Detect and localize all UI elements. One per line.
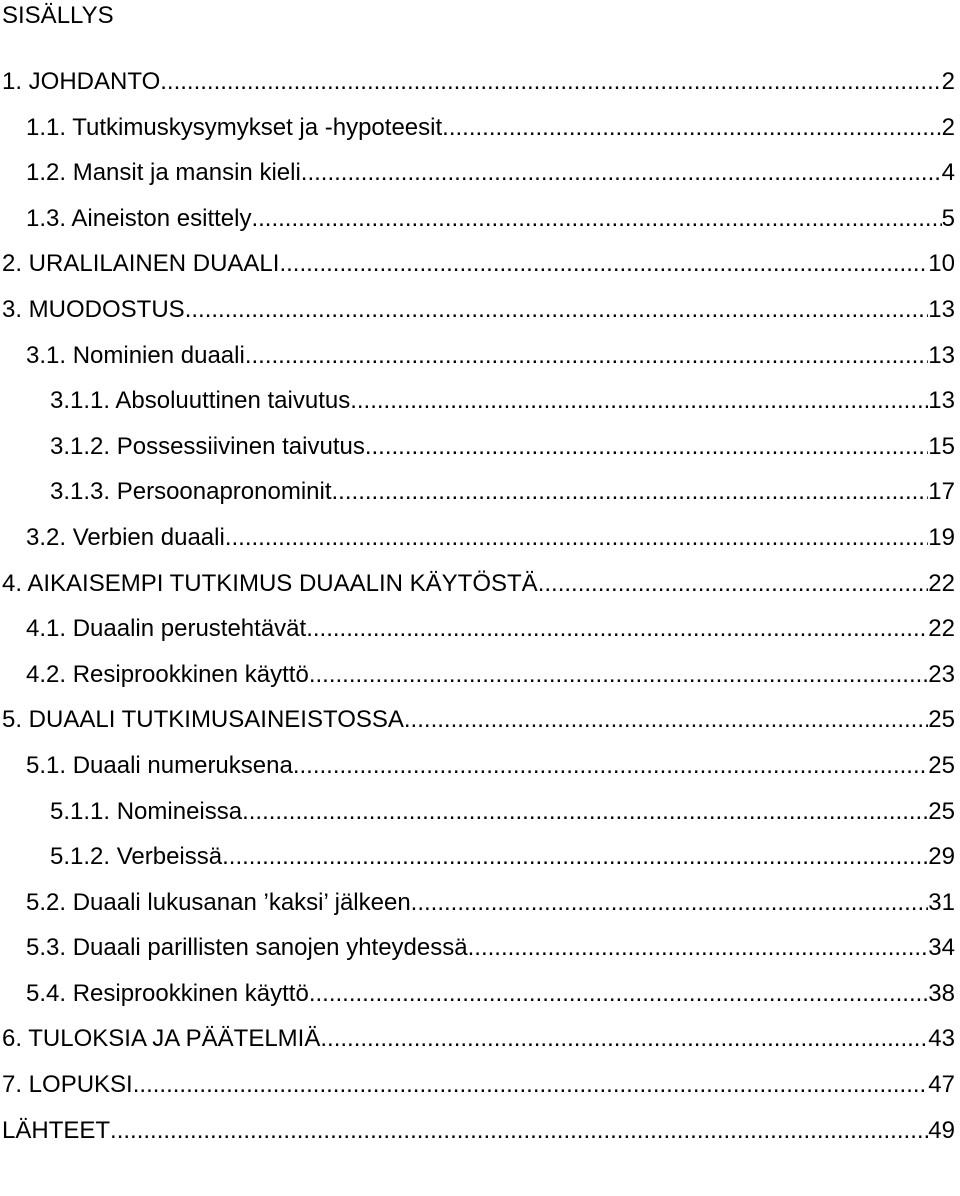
toc-dot-leader <box>222 837 928 877</box>
toc-entry-label: 5. DUAALI TUTKIMUSAINEISTOSSA <box>2 706 404 734</box>
toc-entry-label: 5.1. Duaali numeruksena <box>26 751 293 779</box>
toc-dot-leader <box>309 974 928 1014</box>
toc-list <box>0 62 960 1156</box>
toc-dot-leader <box>185 290 929 330</box>
toc-dot-leader <box>279 244 928 284</box>
toc-entry-page-number: 25 <box>928 797 955 825</box>
toc-entry-page-number: 22 <box>928 569 955 597</box>
toc-entry[interactable] <box>0 199 960 245</box>
toc-dot-leader <box>301 153 942 193</box>
toc-entry[interactable] <box>0 609 960 655</box>
toc-entry-page-number: 13 <box>928 295 955 323</box>
toc-entry-label: 4.1. Duaalin perustehtävät <box>26 615 307 643</box>
toc-entry[interactable] <box>0 336 960 382</box>
toc-entry[interactable] <box>0 244 960 290</box>
toc-entry-page-number: 49 <box>928 1116 955 1144</box>
toc-dot-leader <box>404 700 928 740</box>
toc-entry-page-number: 38 <box>928 979 955 1007</box>
toc-dot-leader <box>332 472 929 512</box>
toc-entry-page-number: 22 <box>928 615 955 643</box>
toc-dot-leader <box>245 336 928 376</box>
toc-entry[interactable] <box>0 974 960 1020</box>
toc-entry-page-number: 19 <box>928 523 955 551</box>
toc-entry-page-number: 23 <box>928 660 955 688</box>
toc-dot-leader <box>468 928 929 968</box>
toc-dot-leader <box>306 609 928 649</box>
toc-entry-page-number: 4 <box>941 159 955 187</box>
toc-dot-leader <box>309 655 928 695</box>
toc-entry[interactable] <box>0 928 960 974</box>
toc-entry-page-number: 10 <box>928 250 955 278</box>
toc-entry-label: 4.2. Resiprookkinen käyttö <box>26 660 309 688</box>
toc-dot-leader <box>350 381 928 421</box>
toc-entry-label: 5.1.2. Verbeissä <box>50 843 223 871</box>
toc-entry[interactable] <box>0 1019 960 1065</box>
toc-entry-label: 6. TULOKSIA JA PÄÄTELMIÄ <box>2 1025 321 1053</box>
toc-entry-label: 5.1.1. Nomineissa <box>50 797 243 825</box>
toc-dot-leader <box>293 746 928 786</box>
toc-entry[interactable] <box>0 837 960 883</box>
toc-entry[interactable] <box>0 746 960 792</box>
toc-entry-page-number: 2 <box>941 113 955 141</box>
toc-entry-label: 3.1.1. Absoluuttinen taivutus <box>50 387 351 415</box>
toc-entry[interactable] <box>0 290 960 336</box>
toc-entry-label: 7. LOPUKSI <box>2 1071 133 1099</box>
toc-entry-label: 1.3. Aineiston esittely <box>26 204 252 232</box>
toc-entry-label: 5.3. Duaali parillisten sanojen yhteydessä <box>26 934 468 962</box>
toc-entry[interactable] <box>0 472 960 518</box>
toc-entry-page-number: 25 <box>928 706 955 734</box>
toc-entry-label: 1.2. Mansit ja mansin kieli <box>26 159 301 187</box>
toc-entry[interactable] <box>0 153 960 199</box>
toc-entry[interactable] <box>0 700 960 746</box>
toc-entry[interactable] <box>0 655 960 701</box>
toc-entry-label: 3.1.3. Persoonapronominit <box>50 478 332 506</box>
toc-entry-label: LÄHTEET <box>2 1116 111 1144</box>
toc-entry[interactable] <box>0 427 960 473</box>
toc-entry-label: 4. AIKAISEMPI TUTKIMUS DUAALIN KÄYTÖSTÄ <box>2 569 538 597</box>
toc-entry-label: 5.2. Duaali lukusanan ’kaksi’ jälkeen <box>26 888 411 916</box>
toc-entry-page-number: 43 <box>928 1025 955 1053</box>
toc-entry-label: 5.4. Resiprookkinen käyttö <box>26 979 309 1007</box>
toc-entry-page-number: 13 <box>928 387 955 415</box>
toc-dot-leader <box>442 108 941 148</box>
toc-entry-label: 3.2. Verbien duaali <box>26 523 225 551</box>
toc-entry-label: 3.1. Nominien duaali <box>26 341 245 369</box>
toc-entry-page-number: 25 <box>928 751 955 779</box>
toc-dot-leader <box>160 62 941 102</box>
toc-dot-leader <box>320 1019 928 1059</box>
toc-dot-leader <box>251 199 941 239</box>
toc-entry-page-number: 17 <box>928 478 955 506</box>
toc-dot-leader <box>110 1111 928 1151</box>
toc-dot-leader <box>225 518 928 558</box>
toc-entry-label: 1. JOHDANTO <box>2 68 161 95</box>
toc-entry-page-number: 31 <box>928 888 955 916</box>
toc-entry-label: 3. MUODOSTUS <box>2 295 185 323</box>
toc-entry[interactable] <box>0 518 960 564</box>
toc-entry-page-number: 29 <box>928 843 955 871</box>
toc-entry-label: 2. URALILAINEN DUAALI <box>2 250 280 278</box>
toc-entry[interactable] <box>0 62 960 108</box>
toc-entry[interactable] <box>0 381 960 427</box>
toc-dot-leader <box>365 427 928 467</box>
toc-title: SISÄLLYS <box>2 2 114 29</box>
toc-dot-leader <box>538 564 929 604</box>
toc-dot-leader <box>411 883 929 923</box>
toc-entry[interactable] <box>0 108 960 154</box>
toc-entry[interactable] <box>0 1065 960 1111</box>
toc-entry-label: 1.1. Tutkimuskysymykset ja -hypoteesit <box>26 113 443 141</box>
toc-entry-page-number: 47 <box>928 1071 955 1099</box>
toc-entry[interactable] <box>0 564 960 610</box>
toc-dot-leader <box>133 1065 929 1105</box>
toc-entry-label: 3.1.2. Possessiivinen taivutus <box>50 432 365 460</box>
toc-entry-page-number: 34 <box>928 934 955 962</box>
toc-entry-page-number: 2 <box>941 68 955 95</box>
toc-entry[interactable] <box>0 792 960 838</box>
toc-entry-page-number: 15 <box>928 432 955 460</box>
toc-entry-page-number: 5 <box>941 204 955 232</box>
toc-entry[interactable] <box>0 883 960 929</box>
toc-entry-page-number: 13 <box>928 341 955 369</box>
toc-dot-leader <box>242 792 928 832</box>
toc-entry[interactable] <box>0 1111 960 1157</box>
